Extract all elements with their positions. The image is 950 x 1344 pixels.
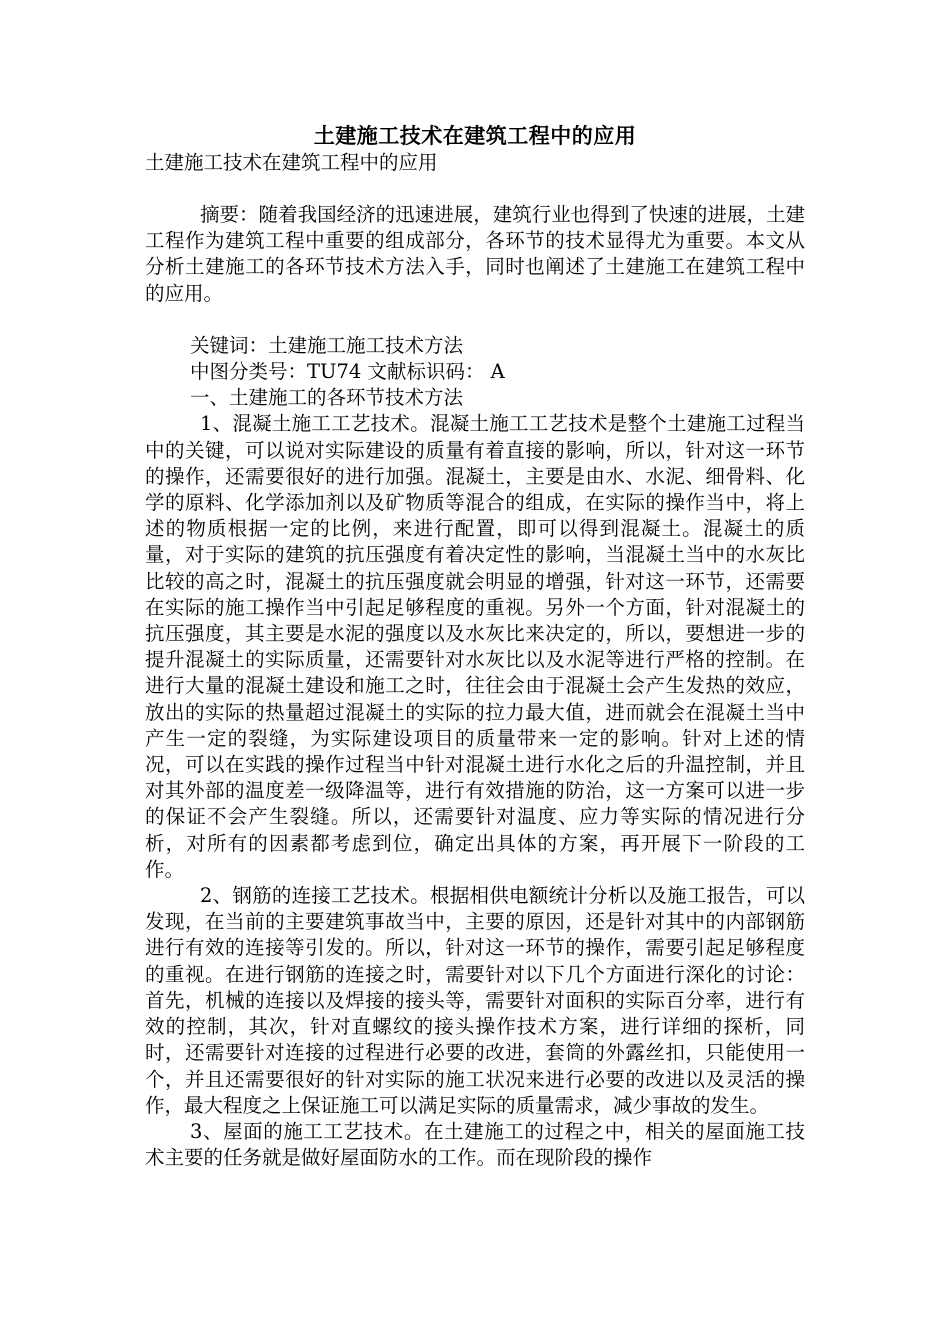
paragraph-rebar: 2、钢筋的连接工艺技术。根据相供电额统计分析以及施工报告，可以发现，在当前的主要建筑事故当中，主要的原因，还是针对其中的内部钢筋进行有效的连接等引发的。所以，针对这一环节的操作，需要引起足够程度的重视。在进行钢筋的连接之时，需要针对以下几个方面进行深化的讨论：首先，机械的连接以及焊接的接头等，需要针对面积的实际百分率，进行有效的控制，其次，针对直螺纹的接头操作技术方案，进行详细的探析，同时，还需要针对连接的过程进行必要的改进，套筒的外露丝扣，只能使用一个，并且还需要很好的针对实际的施工状况来进行必要的改进以及灵活的操作，最大程度之上保证施工可以满足实际的质量需求，减少事故的发生。 — [145, 884, 805, 1117]
section-heading: 一、土建施工的各环节技术方法 — [190, 386, 464, 410]
document-body — [145, 122, 805, 1171]
paragraph-concrete: 1、混凝土施工工艺技术。混凝土施工工艺技术是整个土建施工过程当中的关键，可以说对实际建设的质量有着直接的影响，所以，针对这一环节的操作，还需要很好的进行加强。混凝土，主要是由水、水泥、细骨料、化学的原料、化学添加剂以及矿物质等混合的组成，在实际的操作当中，将上述的物质根据一定的比例，来进行配置，即可以得到混凝土。混凝土的质量，对于实际的建筑的抗压强度有着决定性的影响，当混凝土当中的水灰比比较的高之时，混凝土的抗压强度就会明显的增强，针对这一环节，还需要在实际的施工操作当中引起足够程度的重视。另外一个方面，针对混凝土的抗压强度，其主要是水泥的强度以及水灰比来决定的，所以，要想进一步的提升混凝土的实际质量，还需要针对水灰比以及水泥等进行严格的控制。在进行大量的混凝土建设和施工之时，往往会由于混凝土会产生发热的效应，放出的实际的热量超过混凝土的实际的拉力最大值，进而就会在混凝土当中产生一定的裂缝，为实际建设项目的质量带来一定的影响。针对上述的情况，可以在实践的操作过程当中针对混凝土进行水化之后的升温控制，并且对其外部的温度差一级降温等，进行有效措施的防治，这一方案可以进一步的保证不会产生裂缝。所以，还需要针对温度、应力等实际的情况进行分析，对所有的因素都考虑到位，确定出具体的方案，再开展下一阶段的工作。 — [145, 412, 805, 881]
abstract-paragraph: 摘要：随着我国经济的迅速进展，建筑行业也得到了快速的进展，土建工程作为建筑工程中重要的组成部分，各环节的技术显得尤为重要。本文从分析土建施工的各环节技术方法入手，同时也阐述了土建施工在建筑工程中的应用。 — [145, 203, 805, 305]
keywords-line: 关键词：土建施工施工技术方法 — [190, 333, 464, 357]
classification-line: 中图分类号：TU74 文献标识码： A — [190, 360, 505, 384]
document-title: 土建施工技术在建筑工程中的应用 — [313, 123, 637, 148]
document-subtitle: 土建施工技术在建筑工程中的应用 — [145, 151, 438, 174]
paragraph-roof: 3、屋面的施工工艺技术。在土建施工的过程之中，相关的屋面施工技术主要的任务就是做好屋面防水的工作。而在现阶段的操作 — [145, 1119, 805, 1170]
